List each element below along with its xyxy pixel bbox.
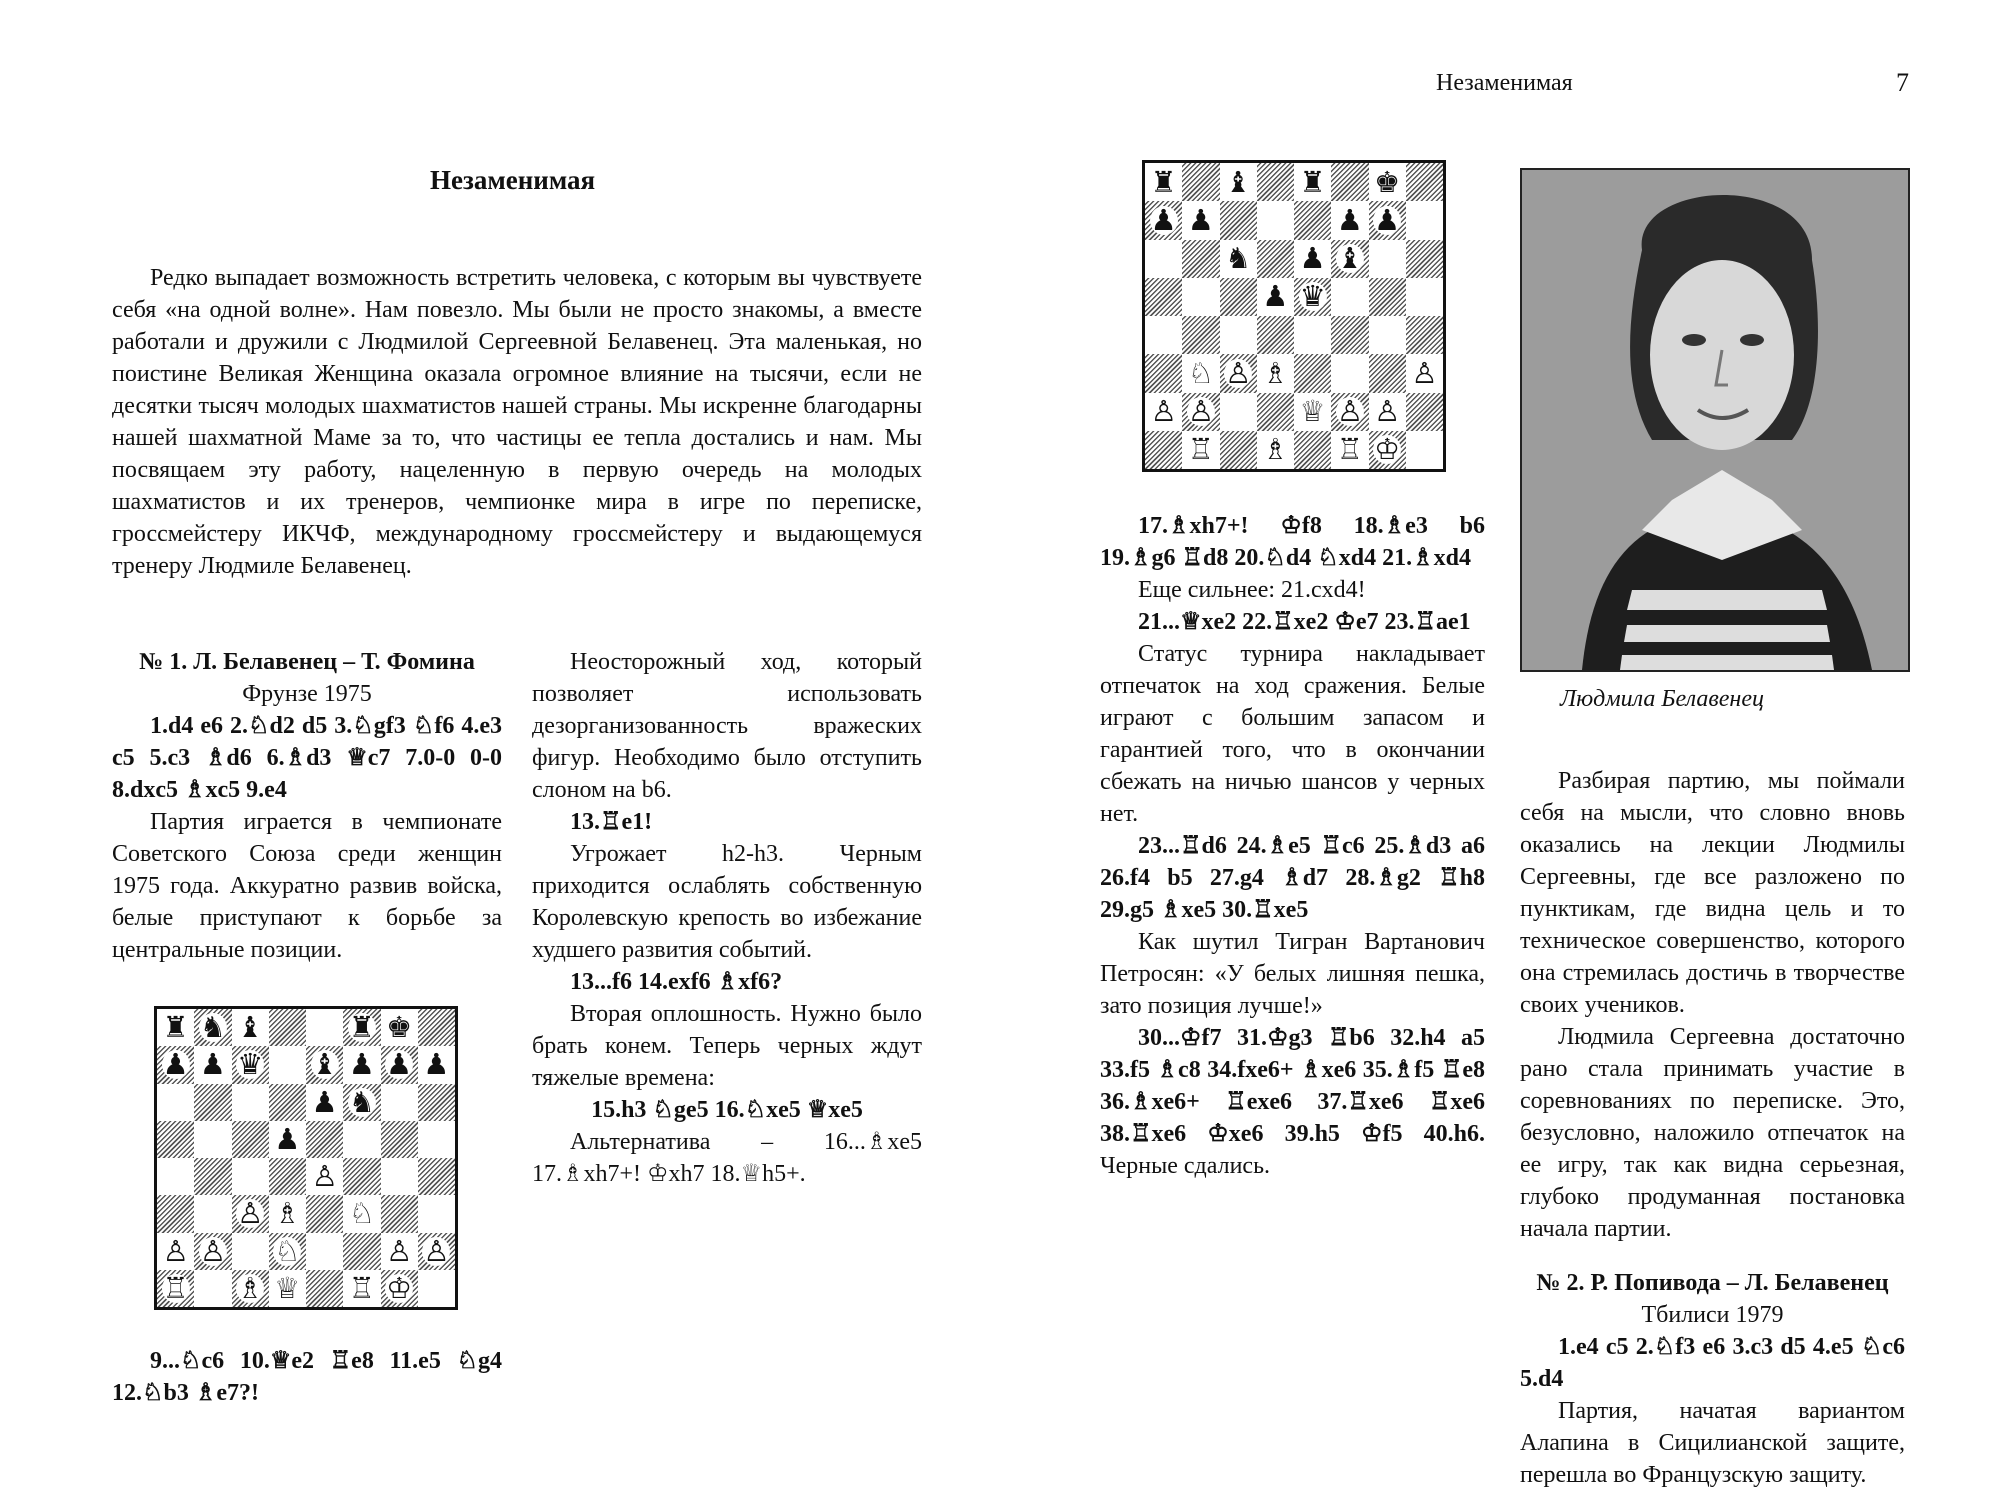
game1-moves-e: 15.h3 ♘ge5 16.♘xe5 ♕xe5 bbox=[591, 1097, 863, 1123]
game1-comment-a: Партия играется в чемпионате Советского Союза среди женщин 1975 года. Аккуратно развив войска, белые приступают к борьбе за центральные позиции. bbox=[112, 809, 502, 963]
board-square bbox=[306, 1270, 343, 1307]
black-pawn-icon: ♟ bbox=[1262, 279, 1289, 314]
black-rook-icon: ♜ bbox=[1299, 164, 1326, 199]
board-square bbox=[1182, 240, 1219, 278]
board-square bbox=[1257, 431, 1294, 469]
black-knight-icon: ♞ bbox=[1225, 241, 1252, 276]
game1-moves-g: 21...♕xe2 22.♖xe2 ♔e7 23.♖ae1 bbox=[1138, 609, 1471, 635]
white-pawn-icon: ♙ bbox=[1411, 355, 1438, 390]
white-pawn-icon: ♙ bbox=[386, 1233, 413, 1268]
board-square bbox=[1145, 431, 1182, 469]
board-square bbox=[1257, 163, 1294, 201]
board-square bbox=[1369, 354, 1406, 392]
board-square bbox=[194, 1046, 231, 1083]
board-square bbox=[1294, 163, 1331, 201]
board-square bbox=[269, 1084, 306, 1121]
board-square bbox=[1294, 278, 1331, 316]
board-square bbox=[343, 1084, 380, 1121]
board-square bbox=[157, 1158, 194, 1195]
board-square bbox=[1406, 240, 1443, 278]
black-bishop-icon: ♝ bbox=[1336, 241, 1363, 276]
white-king-icon: ♔ bbox=[1374, 432, 1401, 467]
board-square bbox=[306, 1084, 343, 1121]
game1-moves-a: 1.d4 e6 2.♘d2 d5 3.♘gf3 ♘f6 4.e3 c5 5.c3 ♗d6 6.♗d3 ♕c7 7.0-0 0-0 8.dxc5 ♗xc5 9.e4 bbox=[112, 713, 502, 803]
board-square bbox=[269, 1270, 306, 1307]
board-square bbox=[1220, 163, 1257, 201]
white-pawn-icon: ♙ bbox=[1374, 394, 1401, 429]
white-knight-icon: ♘ bbox=[1187, 355, 1214, 390]
board-square bbox=[306, 1195, 343, 1232]
board-square bbox=[1369, 393, 1406, 431]
board-square bbox=[1406, 316, 1443, 354]
game1-comment-e: Альтернатива – 16...♗xe5 17.♗xh7+! ♔xh7 18.♕h5+. bbox=[532, 1129, 922, 1187]
black-rook-icon: ♜ bbox=[162, 1010, 189, 1045]
white-pawn-icon: ♙ bbox=[1187, 394, 1214, 429]
board-square bbox=[269, 1195, 306, 1232]
board-square bbox=[194, 1084, 231, 1121]
board-square bbox=[418, 1270, 455, 1307]
game1-comment-c: Угрожает h2-h3. Черным приходится ослаблять собственную Королевскую крепость во избежание худшего развития событий. bbox=[532, 841, 922, 963]
board-square bbox=[1331, 278, 1368, 316]
board-square bbox=[232, 1158, 269, 1195]
board-square bbox=[232, 1046, 269, 1083]
game2-moves: 1.e4 c5 2.♘f3 e6 3.c3 d5 4.e5 ♘c6 5.d4 bbox=[1520, 1334, 1905, 1392]
board-square bbox=[1145, 163, 1182, 201]
game1-result: Черные сдались. bbox=[1100, 1153, 1271, 1179]
white-pawn-icon: ♙ bbox=[162, 1233, 189, 1268]
board-square bbox=[343, 1158, 380, 1195]
game1-moves-f: 17.♗xh7+! ♔f8 18.♗e3 b6 19.♗g6 ♖d8 20.♘d4 ♘xd4 21.♗xd4 bbox=[1100, 513, 1485, 571]
game1-comment-g: Статус турнира накладывает отпечаток на ход сражения. Белые играют с большим запасом и гарантией того, что в окончании сбежать на ничью шансов у черных нет. bbox=[1100, 641, 1485, 827]
board-square bbox=[418, 1046, 455, 1083]
board-square bbox=[194, 1121, 231, 1158]
board-square bbox=[1145, 201, 1182, 239]
board-square bbox=[232, 1195, 269, 1232]
board-square bbox=[1257, 240, 1294, 278]
board-square bbox=[157, 1084, 194, 1121]
white-king-icon: ♔ bbox=[386, 1270, 413, 1305]
black-pawn-icon: ♟ bbox=[274, 1121, 301, 1156]
board-square bbox=[194, 1270, 231, 1307]
white-knight-icon: ♘ bbox=[274, 1233, 301, 1268]
board-square bbox=[306, 1158, 343, 1195]
board-square bbox=[1406, 354, 1443, 392]
black-queen-icon: ♛ bbox=[237, 1047, 264, 1082]
board-square bbox=[1220, 278, 1257, 316]
game1-final-moves bbox=[1100, 1022, 1485, 1182]
board-square bbox=[232, 1233, 269, 1270]
board-square bbox=[1369, 278, 1406, 316]
board-square bbox=[1331, 393, 1368, 431]
board-square bbox=[343, 1195, 380, 1232]
board-square bbox=[1294, 431, 1331, 469]
board-square bbox=[343, 1046, 380, 1083]
board-square bbox=[306, 1121, 343, 1158]
board-square bbox=[1331, 431, 1368, 469]
board-square bbox=[1369, 316, 1406, 354]
board-square bbox=[343, 1009, 380, 1046]
board-square bbox=[1331, 163, 1368, 201]
left-column-1 bbox=[112, 646, 502, 966]
board-square bbox=[306, 1233, 343, 1270]
game1-comment-b: Неосторожный ход, который позволяет использовать дезорганизованность вражеских фигур. Необходимо было отступить слоном на b6. bbox=[532, 649, 922, 803]
board-square bbox=[381, 1084, 418, 1121]
black-pawn-icon: ♟ bbox=[1299, 241, 1326, 276]
black-pawn-icon: ♟ bbox=[1187, 202, 1214, 237]
white-pawn-icon: ♙ bbox=[1336, 394, 1363, 429]
board-square bbox=[418, 1158, 455, 1195]
board-square bbox=[1331, 201, 1368, 239]
black-king-icon: ♚ bbox=[386, 1010, 413, 1045]
chess-diagram-2 bbox=[1142, 160, 1446, 472]
board-square bbox=[269, 1009, 306, 1046]
black-king-icon: ♚ bbox=[1374, 164, 1401, 199]
board-square bbox=[269, 1121, 306, 1158]
white-bishop-icon: ♗ bbox=[274, 1196, 301, 1231]
right-column-1 bbox=[1100, 510, 1485, 1182]
board-square bbox=[1257, 393, 1294, 431]
black-bishop-icon: ♝ bbox=[1225, 164, 1252, 199]
white-pawn-icon: ♙ bbox=[423, 1233, 450, 1268]
black-bishop-icon: ♝ bbox=[237, 1010, 264, 1045]
black-queen-icon: ♛ bbox=[1299, 279, 1326, 314]
game1-moves-i: 30...♔f7 31.♔g3 ♖b6 32.h4 a5 33.f5 ♗c8 34.fxe6+ ♗xe6 35.♗f5 ♖e8 36.♗xe6+ ♖exe6 37.♖xe6 ♖xe6 38.♖xe6 ♔xe6 39.h5 ♔f5 40.h6. bbox=[1100, 1025, 1485, 1147]
white-knight-icon: ♘ bbox=[348, 1196, 375, 1231]
board-square bbox=[1145, 354, 1182, 392]
game1-moves-b: 9...♘c6 10.♕e2 ♖e8 11.e5 ♘g4 12.♘b3 ♗e7?! bbox=[112, 1348, 502, 1406]
article-heading: Незаменимая bbox=[430, 165, 596, 195]
board-square bbox=[194, 1195, 231, 1232]
board-square bbox=[418, 1233, 455, 1270]
board-square bbox=[418, 1195, 455, 1232]
game1-comment-d: Вторая оплошность. Нужно было брать конем. Теперь черных ждут тяжелые времена: bbox=[532, 1001, 922, 1091]
white-pawn-icon: ♙ bbox=[237, 1196, 264, 1231]
game1-closing-2: Людмила Сергеевна достаточно рано стала принимать участие в соревнованиях по переписке. Это, безусловно, наложило отпечаток на ее игру, так как видна серьезная, глубоко продуманная постановка начала партии. bbox=[1520, 1024, 1905, 1242]
left-column-1-bottom bbox=[112, 1345, 502, 1409]
board-square bbox=[381, 1195, 418, 1232]
board-square bbox=[1257, 201, 1294, 239]
board-square bbox=[1182, 201, 1219, 239]
game1-comment-h: Как шутил Тигран Вартанович Петросян: «У белых лишняя пешка, зато позиция лучше!» bbox=[1100, 929, 1485, 1019]
game1-closing-1: Разбирая партию, мы поймали себя на мысли, что словно вновь оказались на лекции Людмилы Сергеевны, где все разложено по пунктикам, где видна цель и то техническое совершенство, которого она стремилась достичь в творчестве своих учеников. bbox=[1520, 768, 1905, 1018]
board-square bbox=[1220, 316, 1257, 354]
board-square bbox=[1145, 278, 1182, 316]
game1-moves-d: 13...f6 14.exf6 ♗xf6? bbox=[570, 969, 783, 995]
board-square bbox=[157, 1233, 194, 1270]
white-pawn-icon: ♙ bbox=[1150, 394, 1177, 429]
board-square bbox=[1369, 163, 1406, 201]
photo-caption: Людмила Белавенец bbox=[1560, 686, 1764, 712]
black-pawn-icon: ♟ bbox=[311, 1084, 338, 1119]
white-rook-icon: ♖ bbox=[162, 1270, 189, 1305]
black-pawn-icon: ♟ bbox=[1336, 202, 1363, 237]
board-square bbox=[1294, 316, 1331, 354]
board-square bbox=[1331, 354, 1368, 392]
board-square bbox=[1182, 278, 1219, 316]
running-header-title: Незаменимая bbox=[1436, 70, 1573, 96]
black-pawn-icon: ♟ bbox=[1150, 202, 1177, 237]
board-square bbox=[418, 1121, 455, 1158]
board-square bbox=[1369, 240, 1406, 278]
board-square bbox=[1369, 431, 1406, 469]
black-pawn-icon: ♟ bbox=[423, 1047, 450, 1082]
board-square bbox=[1331, 240, 1368, 278]
black-pawn-icon: ♟ bbox=[199, 1047, 226, 1082]
board-square bbox=[1145, 240, 1182, 278]
board-square bbox=[1294, 354, 1331, 392]
board-square bbox=[157, 1195, 194, 1232]
board-square bbox=[232, 1084, 269, 1121]
game2-place: Тбилиси 1979 bbox=[1641, 1302, 1784, 1328]
white-queen-icon: ♕ bbox=[1299, 394, 1326, 429]
black-pawn-icon: ♟ bbox=[162, 1047, 189, 1082]
black-knight-icon: ♞ bbox=[348, 1084, 375, 1119]
board-square bbox=[1145, 393, 1182, 431]
page-number: 7 bbox=[1896, 68, 1909, 97]
board-square bbox=[1145, 316, 1182, 354]
board-square bbox=[1220, 240, 1257, 278]
right-column-2 bbox=[1520, 765, 1905, 1491]
black-knight-icon: ♞ bbox=[199, 1010, 226, 1045]
board-square bbox=[269, 1046, 306, 1083]
board-square bbox=[1406, 201, 1443, 239]
board-square bbox=[1182, 393, 1219, 431]
game1-moves-h: 23...♖d6 24.♗e5 ♖c6 25.♗d3 a6 26.f4 b5 27.g4 ♗d7 28.♗g2 ♖h8 29.g5 ♗xe5 30.♖xe5 bbox=[1100, 833, 1485, 923]
board-square bbox=[1182, 163, 1219, 201]
board-square bbox=[157, 1121, 194, 1158]
intro-paragraph: Редко выпадает возможность встретить человека, с которым вы чувствуете себя «на одной волне». Нам повезло. Мы были не просто знакомы, а вместе работали и дружили с Людмилой Сергеевной Белавенец. Эта маленькая, но поистине Великая Женщина оказала огромное влияние на тысячи, если не десятки тысяч молодых шахматистов нашей страны. Мы искренне благодарны нашей шахматной Маме за то, что частицы ее тепла достались и нам. Мы посвящаем эту работу, нацеленную в первую очередь на молодых шахматистов и их тренеров, чемпионке мира в игре по переписке, гроссмейстеру ИКЧФ, международному гроссмейстеру и выдающемуся тренеру Людмиле Белавенец. bbox=[112, 265, 922, 579]
board-square bbox=[1220, 354, 1257, 392]
left-column-2 bbox=[532, 646, 922, 1190]
white-queen-icon: ♕ bbox=[274, 1270, 301, 1305]
board-square bbox=[1182, 431, 1219, 469]
game1-header: № 1. Л. Белавенец – Т. Фомина bbox=[139, 649, 475, 675]
board-square bbox=[381, 1121, 418, 1158]
game1-place: Фрунзе 1975 bbox=[242, 681, 372, 707]
board-square bbox=[157, 1009, 194, 1046]
black-rook-icon: ♜ bbox=[1150, 164, 1177, 199]
board-square bbox=[343, 1270, 380, 1307]
board-square bbox=[232, 1121, 269, 1158]
game2-comment: Партия, начатая вариантом Алапина в Сицилианской защите, перешла во Французскую защиту. bbox=[1520, 1398, 1905, 1488]
white-pawn-icon: ♙ bbox=[311, 1159, 338, 1194]
board-square bbox=[418, 1009, 455, 1046]
board-square bbox=[343, 1233, 380, 1270]
board-square bbox=[232, 1009, 269, 1046]
black-bishop-icon: ♝ bbox=[311, 1047, 338, 1082]
board-square bbox=[306, 1009, 343, 1046]
board-square bbox=[381, 1009, 418, 1046]
white-rook-icon: ♖ bbox=[1187, 432, 1214, 467]
white-rook-icon: ♖ bbox=[1336, 432, 1363, 467]
board-square bbox=[157, 1046, 194, 1083]
black-pawn-icon: ♟ bbox=[386, 1047, 413, 1082]
board-square bbox=[418, 1084, 455, 1121]
board-square bbox=[194, 1009, 231, 1046]
game1-moves-c: 13.♖e1! bbox=[570, 809, 653, 835]
portrait-image bbox=[1522, 170, 1908, 670]
white-bishop-icon: ♗ bbox=[1262, 355, 1289, 390]
board-square bbox=[1182, 354, 1219, 392]
intro-column bbox=[112, 262, 922, 582]
black-rook-icon: ♜ bbox=[348, 1010, 375, 1045]
portrait-photo bbox=[1520, 168, 1910, 672]
board-square bbox=[1406, 393, 1443, 431]
board-square bbox=[232, 1270, 269, 1307]
black-pawn-icon: ♟ bbox=[348, 1047, 375, 1082]
board-square bbox=[1257, 278, 1294, 316]
board-square bbox=[1406, 163, 1443, 201]
board-square bbox=[381, 1270, 418, 1307]
chess-diagram-1 bbox=[154, 1006, 458, 1310]
board-square bbox=[381, 1158, 418, 1195]
game1-comment-f: Еще сильнее: 21.cxd4! bbox=[1138, 577, 1366, 603]
white-bishop-icon: ♗ bbox=[237, 1270, 264, 1305]
board-square bbox=[1406, 278, 1443, 316]
board-square bbox=[269, 1158, 306, 1195]
white-rook-icon: ♖ bbox=[348, 1270, 375, 1305]
board-square bbox=[343, 1121, 380, 1158]
board-square bbox=[1294, 201, 1331, 239]
board-square bbox=[1294, 240, 1331, 278]
board-square bbox=[1294, 393, 1331, 431]
board-square bbox=[1220, 201, 1257, 239]
board-square bbox=[381, 1046, 418, 1083]
board-square bbox=[194, 1158, 231, 1195]
board-square bbox=[269, 1233, 306, 1270]
board-square bbox=[1369, 201, 1406, 239]
board-square bbox=[1257, 354, 1294, 392]
board-square bbox=[306, 1046, 343, 1083]
white-pawn-icon: ♙ bbox=[199, 1233, 226, 1268]
board-square bbox=[1331, 316, 1368, 354]
board-square bbox=[1220, 431, 1257, 469]
white-bishop-icon: ♗ bbox=[1262, 432, 1289, 467]
game2-header: № 2. Р. Попивода – Л. Белавенец bbox=[1536, 1270, 1889, 1296]
black-pawn-icon: ♟ bbox=[1374, 202, 1401, 237]
board-square bbox=[381, 1233, 418, 1270]
board-square bbox=[157, 1270, 194, 1307]
white-pawn-icon: ♙ bbox=[1225, 355, 1252, 390]
board-square bbox=[1406, 431, 1443, 469]
board-square bbox=[1220, 393, 1257, 431]
board-square bbox=[194, 1233, 231, 1270]
board-square bbox=[1182, 316, 1219, 354]
board-square bbox=[1257, 316, 1294, 354]
